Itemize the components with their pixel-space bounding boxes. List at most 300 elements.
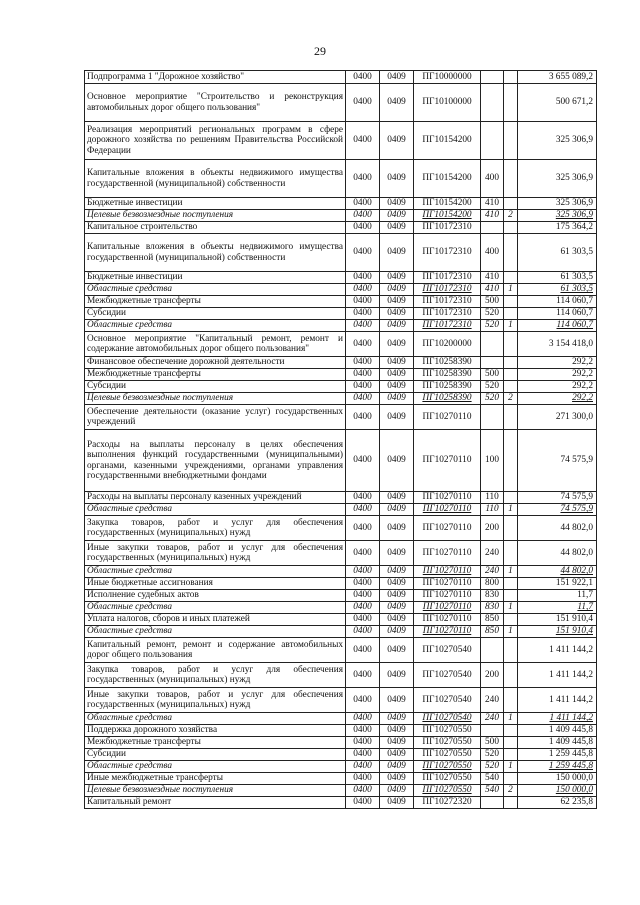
row-amount: 151 910,4 (518, 614, 597, 626)
row-name: Межбюджетные трансферты (85, 737, 346, 749)
row-amount: 11,7 (518, 590, 597, 602)
row-section-code: 0409 (380, 761, 414, 773)
table-row (85, 797, 597, 809)
table-row (85, 602, 597, 614)
row-target-code: ПГ10154200 (414, 122, 481, 160)
row-name: Межбюджетные трансферты (85, 369, 346, 381)
row-section-code: 0409 (380, 308, 414, 320)
row-section-code: 0409 (380, 405, 414, 430)
table-row (85, 234, 597, 272)
row-section-code: 0409 (380, 797, 414, 809)
row-amount: 150 000,0 (518, 773, 597, 785)
row-section-code: 0409 (380, 504, 414, 516)
row-section-code: 0409 (380, 210, 414, 222)
row-amount: 292,2 (518, 393, 597, 405)
row-target-code: ПГ10270110 (414, 566, 481, 578)
row-amount: 3 655 089,2 (518, 71, 597, 84)
page-number: 29 (314, 44, 326, 58)
row-expense-type (481, 84, 504, 122)
row-expense-type (481, 357, 504, 369)
row-name: Иные закупки товаров, работ и услуг для обеспечения государственных (муниципальных) нужд (85, 541, 346, 566)
row-amount: 325 306,9 (518, 198, 597, 210)
row-funding-source: 2 (504, 393, 518, 405)
row-name: Обеспечение деятельности (оказание услуг) государственных учреждений (85, 405, 346, 430)
row-funding-source (504, 84, 518, 122)
row-funding-source (504, 492, 518, 504)
row-amount: 61 303,5 (518, 272, 597, 284)
row-name: Субсидии (85, 308, 346, 320)
table-row (85, 713, 597, 725)
table-row (85, 626, 597, 638)
row-target-code: ПГ10100000 (414, 84, 481, 122)
row-name: Областные средства (85, 602, 346, 614)
row-amount: 61 303,5 (518, 284, 597, 296)
table-row (85, 308, 597, 320)
row-amount: 175 364,2 (518, 222, 597, 234)
row-amount: 62 235,8 (518, 797, 597, 809)
table-row (85, 381, 597, 393)
row-target-code: ПГ10172310 (414, 234, 481, 272)
row-section-code: 0409 (380, 393, 414, 405)
row-expense-type: 410 (481, 284, 504, 296)
row-name: Областные средства (85, 713, 346, 725)
row-target-code: ПГ10154200 (414, 198, 481, 210)
row-funding-source (504, 369, 518, 381)
row-funding-source (504, 773, 518, 785)
row-amount: 292,2 (518, 357, 597, 369)
row-amount: 271 300,0 (518, 405, 597, 430)
row-ministry-code: 0400 (346, 284, 380, 296)
table-row (85, 284, 597, 296)
row-target-code: ПГ10270550 (414, 749, 481, 761)
row-ministry-code: 0400 (346, 430, 380, 492)
table-row (85, 688, 597, 713)
row-amount: 325 306,9 (518, 160, 597, 198)
row-ministry-code: 0400 (346, 626, 380, 638)
row-ministry-code: 0400 (346, 737, 380, 749)
table-row (85, 749, 597, 761)
row-funding-source (504, 222, 518, 234)
row-ministry-code: 0400 (346, 614, 380, 626)
row-ministry-code: 0400 (346, 308, 380, 320)
row-expense-type: 410 (481, 198, 504, 210)
row-amount: 44 802,0 (518, 566, 597, 578)
row-expense-type: 400 (481, 160, 504, 198)
row-section-code: 0409 (380, 234, 414, 272)
row-amount: 61 303,5 (518, 234, 597, 272)
row-section-code: 0409 (380, 198, 414, 210)
row-target-code: ПГ10258390 (414, 381, 481, 393)
row-name: Бюджетные инвестиции (85, 198, 346, 210)
row-funding-source (504, 590, 518, 602)
row-expense-type: 410 (481, 210, 504, 222)
table-row (85, 737, 597, 749)
table-row (85, 614, 597, 626)
row-amount: 114 060,7 (518, 308, 597, 320)
row-expense-type: 240 (481, 713, 504, 725)
row-section-code: 0409 (380, 614, 414, 626)
row-funding-source (504, 688, 518, 713)
row-funding-source: 1 (504, 320, 518, 332)
row-funding-source (504, 332, 518, 357)
table-row (85, 725, 597, 737)
row-funding-source (504, 797, 518, 809)
row-section-code: 0409 (380, 222, 414, 234)
row-expense-type: 110 (481, 492, 504, 504)
row-expense-type: 100 (481, 430, 504, 492)
table-row (85, 761, 597, 773)
row-target-code: ПГ10270550 (414, 725, 481, 737)
row-target-code: ПГ10172310 (414, 272, 481, 284)
row-expense-type: 500 (481, 369, 504, 381)
row-amount: 325 306,9 (518, 210, 597, 222)
row-funding-source: 1 (504, 284, 518, 296)
row-section-code: 0409 (380, 357, 414, 369)
table-row (85, 222, 597, 234)
row-name: Финансовое обеспечение дорожной деятельности (85, 357, 346, 369)
row-name: Закупка товаров, работ и услуг для обеспечения государственных (муниципальных) нужд (85, 516, 346, 541)
row-target-code: ПГ10270110 (414, 492, 481, 504)
row-target-code: ПГ10200000 (414, 332, 481, 357)
row-expense-type: 830 (481, 602, 504, 614)
row-funding-source: 1 (504, 713, 518, 725)
table-row (85, 785, 597, 797)
row-expense-type: 400 (481, 234, 504, 272)
row-funding-source (504, 296, 518, 308)
row-ministry-code: 0400 (346, 663, 380, 688)
row-target-code: ПГ10258390 (414, 393, 481, 405)
table-row (85, 578, 597, 590)
row-amount: 74 575,9 (518, 492, 597, 504)
row-funding-source (504, 122, 518, 160)
row-name: Субсидии (85, 749, 346, 761)
row-section-code: 0409 (380, 590, 414, 602)
row-name: Основное мероприятие "Капитальный ремонт, ремонт и содержание автомобильных дорог общего пользования" (85, 332, 346, 357)
row-ministry-code: 0400 (346, 84, 380, 122)
row-funding-source (504, 357, 518, 369)
row-expense-type (481, 222, 504, 234)
row-expense-type: 240 (481, 541, 504, 566)
row-section-code: 0409 (380, 381, 414, 393)
row-expense-type: 110 (481, 504, 504, 516)
row-name: Реализация мероприятий региональных программ в сфере дорожного хозяйства по решениям Правительства Российской Федерации (85, 122, 346, 160)
row-name: Уплата налогов, сборов и иных платежей (85, 614, 346, 626)
row-funding-source (504, 516, 518, 541)
row-funding-source: 1 (504, 566, 518, 578)
row-funding-source (504, 160, 518, 198)
row-name: Иные межбюджетные трансферты (85, 773, 346, 785)
row-expense-type (481, 122, 504, 160)
row-funding-source (504, 405, 518, 430)
row-section-code: 0409 (380, 516, 414, 541)
row-ministry-code: 0400 (346, 566, 380, 578)
row-target-code: ПГ10000000 (414, 71, 481, 84)
row-expense-type: 540 (481, 773, 504, 785)
row-expense-type: 200 (481, 516, 504, 541)
row-funding-source (504, 638, 518, 663)
row-section-code: 0409 (380, 626, 414, 638)
row-funding-source (504, 381, 518, 393)
row-section-code: 0409 (380, 566, 414, 578)
row-target-code: ПГ10172310 (414, 284, 481, 296)
row-amount: 150 000,0 (518, 785, 597, 797)
row-name: Основное мероприятие "Строительство и реконструкция автомобильных дорог общего пользования" (85, 84, 346, 122)
row-amount: 292,2 (518, 369, 597, 381)
row-ministry-code: 0400 (346, 160, 380, 198)
row-name: Областные средства (85, 761, 346, 773)
row-target-code: ПГ10270110 (414, 541, 481, 566)
row-funding-source: 1 (504, 504, 518, 516)
row-name: Межбюджетные трансферты (85, 296, 346, 308)
row-ministry-code: 0400 (346, 332, 380, 357)
row-section-code: 0409 (380, 578, 414, 590)
row-name: Бюджетные инвестиции (85, 272, 346, 284)
row-expense-type (481, 725, 504, 737)
row-target-code: ПГ10154200 (414, 210, 481, 222)
row-expense-type: 850 (481, 614, 504, 626)
row-name: Иные закупки товаров, работ и услуг для обеспечения государственных (муниципальных) нужд (85, 688, 346, 713)
row-section-code: 0409 (380, 284, 414, 296)
row-section-code: 0409 (380, 737, 414, 749)
row-ministry-code: 0400 (346, 492, 380, 504)
row-ministry-code: 0400 (346, 357, 380, 369)
row-section-code: 0409 (380, 332, 414, 357)
table-row (85, 71, 597, 84)
row-name: Областные средства (85, 320, 346, 332)
row-section-code: 0409 (380, 430, 414, 492)
table-row (85, 638, 597, 663)
row-amount: 1 259 445,8 (518, 749, 597, 761)
row-expense-type (481, 638, 504, 663)
row-expense-type: 500 (481, 296, 504, 308)
row-funding-source: 1 (504, 602, 518, 614)
row-name: Целевые безвозмездные поступления (85, 393, 346, 405)
row-ministry-code: 0400 (346, 578, 380, 590)
row-target-code: ПГ10172310 (414, 296, 481, 308)
row-name: Подпрограмма 1 "Дорожное хозяйство" (85, 71, 346, 84)
row-ministry-code: 0400 (346, 296, 380, 308)
row-target-code: ПГ10270110 (414, 516, 481, 541)
row-funding-source (504, 71, 518, 84)
row-ministry-code: 0400 (346, 713, 380, 725)
row-expense-type: 520 (481, 308, 504, 320)
row-ministry-code: 0400 (346, 516, 380, 541)
row-ministry-code: 0400 (346, 504, 380, 516)
row-ministry-code: 0400 (346, 725, 380, 737)
row-section-code: 0409 (380, 320, 414, 332)
row-funding-source (504, 614, 518, 626)
row-amount: 44 802,0 (518, 516, 597, 541)
row-target-code: ПГ10172310 (414, 222, 481, 234)
row-ministry-code: 0400 (346, 602, 380, 614)
row-expense-type (481, 71, 504, 84)
row-expense-type: 830 (481, 590, 504, 602)
row-section-code: 0409 (380, 296, 414, 308)
row-name: Капитальное строительство (85, 222, 346, 234)
row-section-code: 0409 (380, 688, 414, 713)
row-section-code: 0409 (380, 160, 414, 198)
row-expense-type: 520 (481, 749, 504, 761)
table-row (85, 122, 597, 160)
table-row (85, 541, 597, 566)
row-expense-type: 200 (481, 663, 504, 688)
table-row (85, 357, 597, 369)
table-body (85, 71, 597, 809)
row-expense-type (481, 332, 504, 357)
budget-table (84, 70, 597, 809)
row-section-code: 0409 (380, 492, 414, 504)
row-funding-source: 2 (504, 210, 518, 222)
row-funding-source (504, 430, 518, 492)
row-amount: 292,2 (518, 381, 597, 393)
row-target-code: ПГ10258390 (414, 369, 481, 381)
row-amount: 1 411 144,2 (518, 663, 597, 688)
row-name: Капитальный ремонт (85, 797, 346, 809)
row-ministry-code: 0400 (346, 71, 380, 84)
row-section-code: 0409 (380, 785, 414, 797)
row-name: Иные бюджетные ассигнования (85, 578, 346, 590)
row-amount: 1 409 445,8 (518, 725, 597, 737)
row-section-code: 0409 (380, 602, 414, 614)
row-expense-type (481, 797, 504, 809)
table-row (85, 84, 597, 122)
row-expense-type (481, 405, 504, 430)
table-row (85, 430, 597, 492)
row-section-code: 0409 (380, 272, 414, 284)
row-name: Капитальные вложения в объекты недвижимого имущества государственной (муниципальной) собственности (85, 234, 346, 272)
row-expense-type: 410 (481, 272, 504, 284)
row-amount: 11,7 (518, 602, 597, 614)
row-section-code: 0409 (380, 541, 414, 566)
row-name: Областные средства (85, 284, 346, 296)
table-row (85, 369, 597, 381)
row-amount: 1 259 445,8 (518, 761, 597, 773)
row-name: Областные средства (85, 566, 346, 578)
row-ministry-code: 0400 (346, 369, 380, 381)
row-section-code: 0409 (380, 773, 414, 785)
row-expense-type: 240 (481, 688, 504, 713)
row-target-code: ПГ10272320 (414, 797, 481, 809)
row-target-code: ПГ10270110 (414, 430, 481, 492)
row-funding-source (504, 541, 518, 566)
row-section-code: 0409 (380, 663, 414, 688)
row-expense-type: 240 (481, 566, 504, 578)
row-ministry-code: 0400 (346, 393, 380, 405)
row-section-code: 0409 (380, 84, 414, 122)
table-row (85, 773, 597, 785)
row-name: Расходы на выплаты персоналу казенных учреждений (85, 492, 346, 504)
row-section-code: 0409 (380, 638, 414, 663)
table-row (85, 296, 597, 308)
row-funding-source: 1 (504, 761, 518, 773)
row-ministry-code: 0400 (346, 198, 380, 210)
row-amount: 1 411 144,2 (518, 713, 597, 725)
row-funding-source (504, 272, 518, 284)
table-row (85, 198, 597, 210)
row-section-code: 0409 (380, 749, 414, 761)
row-ministry-code: 0400 (346, 761, 380, 773)
row-ministry-code: 0400 (346, 688, 380, 713)
row-funding-source (504, 737, 518, 749)
row-expense-type: 500 (481, 737, 504, 749)
row-amount: 114 060,7 (518, 320, 597, 332)
table-row (85, 332, 597, 357)
row-name: Областные средства (85, 504, 346, 516)
table-row (85, 272, 597, 284)
row-target-code: ПГ10270550 (414, 737, 481, 749)
row-expense-type: 540 (481, 785, 504, 797)
row-name: Областные средства (85, 626, 346, 638)
row-target-code: ПГ10270540 (414, 713, 481, 725)
row-funding-source (504, 308, 518, 320)
row-target-code: ПГ10258390 (414, 357, 481, 369)
row-amount: 44 802,0 (518, 541, 597, 566)
row-funding-source (504, 198, 518, 210)
row-target-code: ПГ10270550 (414, 773, 481, 785)
row-name: Капитальные вложения в объекты недвижимого имущества государственной (муниципальной) собственности (85, 160, 346, 198)
row-target-code: ПГ10270110 (414, 578, 481, 590)
row-name: Целевые безвозмездные поступления (85, 785, 346, 797)
row-amount: 151 910,4 (518, 626, 597, 638)
table-row (85, 405, 597, 430)
row-funding-source: 2 (504, 785, 518, 797)
row-name: Целевые безвозмездные поступления (85, 210, 346, 222)
row-ministry-code: 0400 (346, 381, 380, 393)
row-ministry-code: 0400 (346, 773, 380, 785)
row-amount: 1 411 144,2 (518, 688, 597, 713)
row-section-code: 0409 (380, 713, 414, 725)
row-ministry-code: 0400 (346, 405, 380, 430)
table-row (85, 516, 597, 541)
row-ministry-code: 0400 (346, 749, 380, 761)
row-ministry-code: 0400 (346, 590, 380, 602)
row-target-code: ПГ10270550 (414, 761, 481, 773)
row-target-code: ПГ10270540 (414, 638, 481, 663)
row-amount: 114 060,7 (518, 296, 597, 308)
table-row (85, 504, 597, 516)
row-ministry-code: 0400 (346, 797, 380, 809)
row-target-code: ПГ10270110 (414, 614, 481, 626)
row-amount: 3 154 418,0 (518, 332, 597, 357)
table-row (85, 210, 597, 222)
row-section-code: 0409 (380, 369, 414, 381)
row-ministry-code: 0400 (346, 210, 380, 222)
row-name: Субсидии (85, 381, 346, 393)
row-funding-source: 1 (504, 626, 518, 638)
row-target-code: ПГ10172310 (414, 308, 481, 320)
row-name: Расходы на выплаты персоналу в целях обеспечения выполнения функций государственными (муниципальными) органами, казенными учреждениями, органами управления государственными внебюджетными фондами (85, 430, 346, 492)
row-name: Исполнение судебных актов (85, 590, 346, 602)
row-amount: 325 306,9 (518, 122, 597, 160)
row-expense-type: 800 (481, 578, 504, 590)
row-section-code: 0409 (380, 122, 414, 160)
row-ministry-code: 0400 (346, 122, 380, 160)
table-row (85, 160, 597, 198)
row-ministry-code: 0400 (346, 272, 380, 284)
row-ministry-code: 0400 (346, 234, 380, 272)
row-name: Капитальный ремонт, ремонт и содержание автомобильных дорог общего пользования (85, 638, 346, 663)
table-row (85, 663, 597, 688)
row-target-code: ПГ10270110 (414, 504, 481, 516)
row-name: Поддержка дорожного хозяйства (85, 725, 346, 737)
row-target-code: ПГ10270110 (414, 626, 481, 638)
row-expense-type: 850 (481, 626, 504, 638)
row-amount: 151 922,1 (518, 578, 597, 590)
row-amount: 74 575,9 (518, 504, 597, 516)
row-target-code: ПГ10270110 (414, 405, 481, 430)
row-amount: 1 409 445,8 (518, 737, 597, 749)
row-ministry-code: 0400 (346, 541, 380, 566)
